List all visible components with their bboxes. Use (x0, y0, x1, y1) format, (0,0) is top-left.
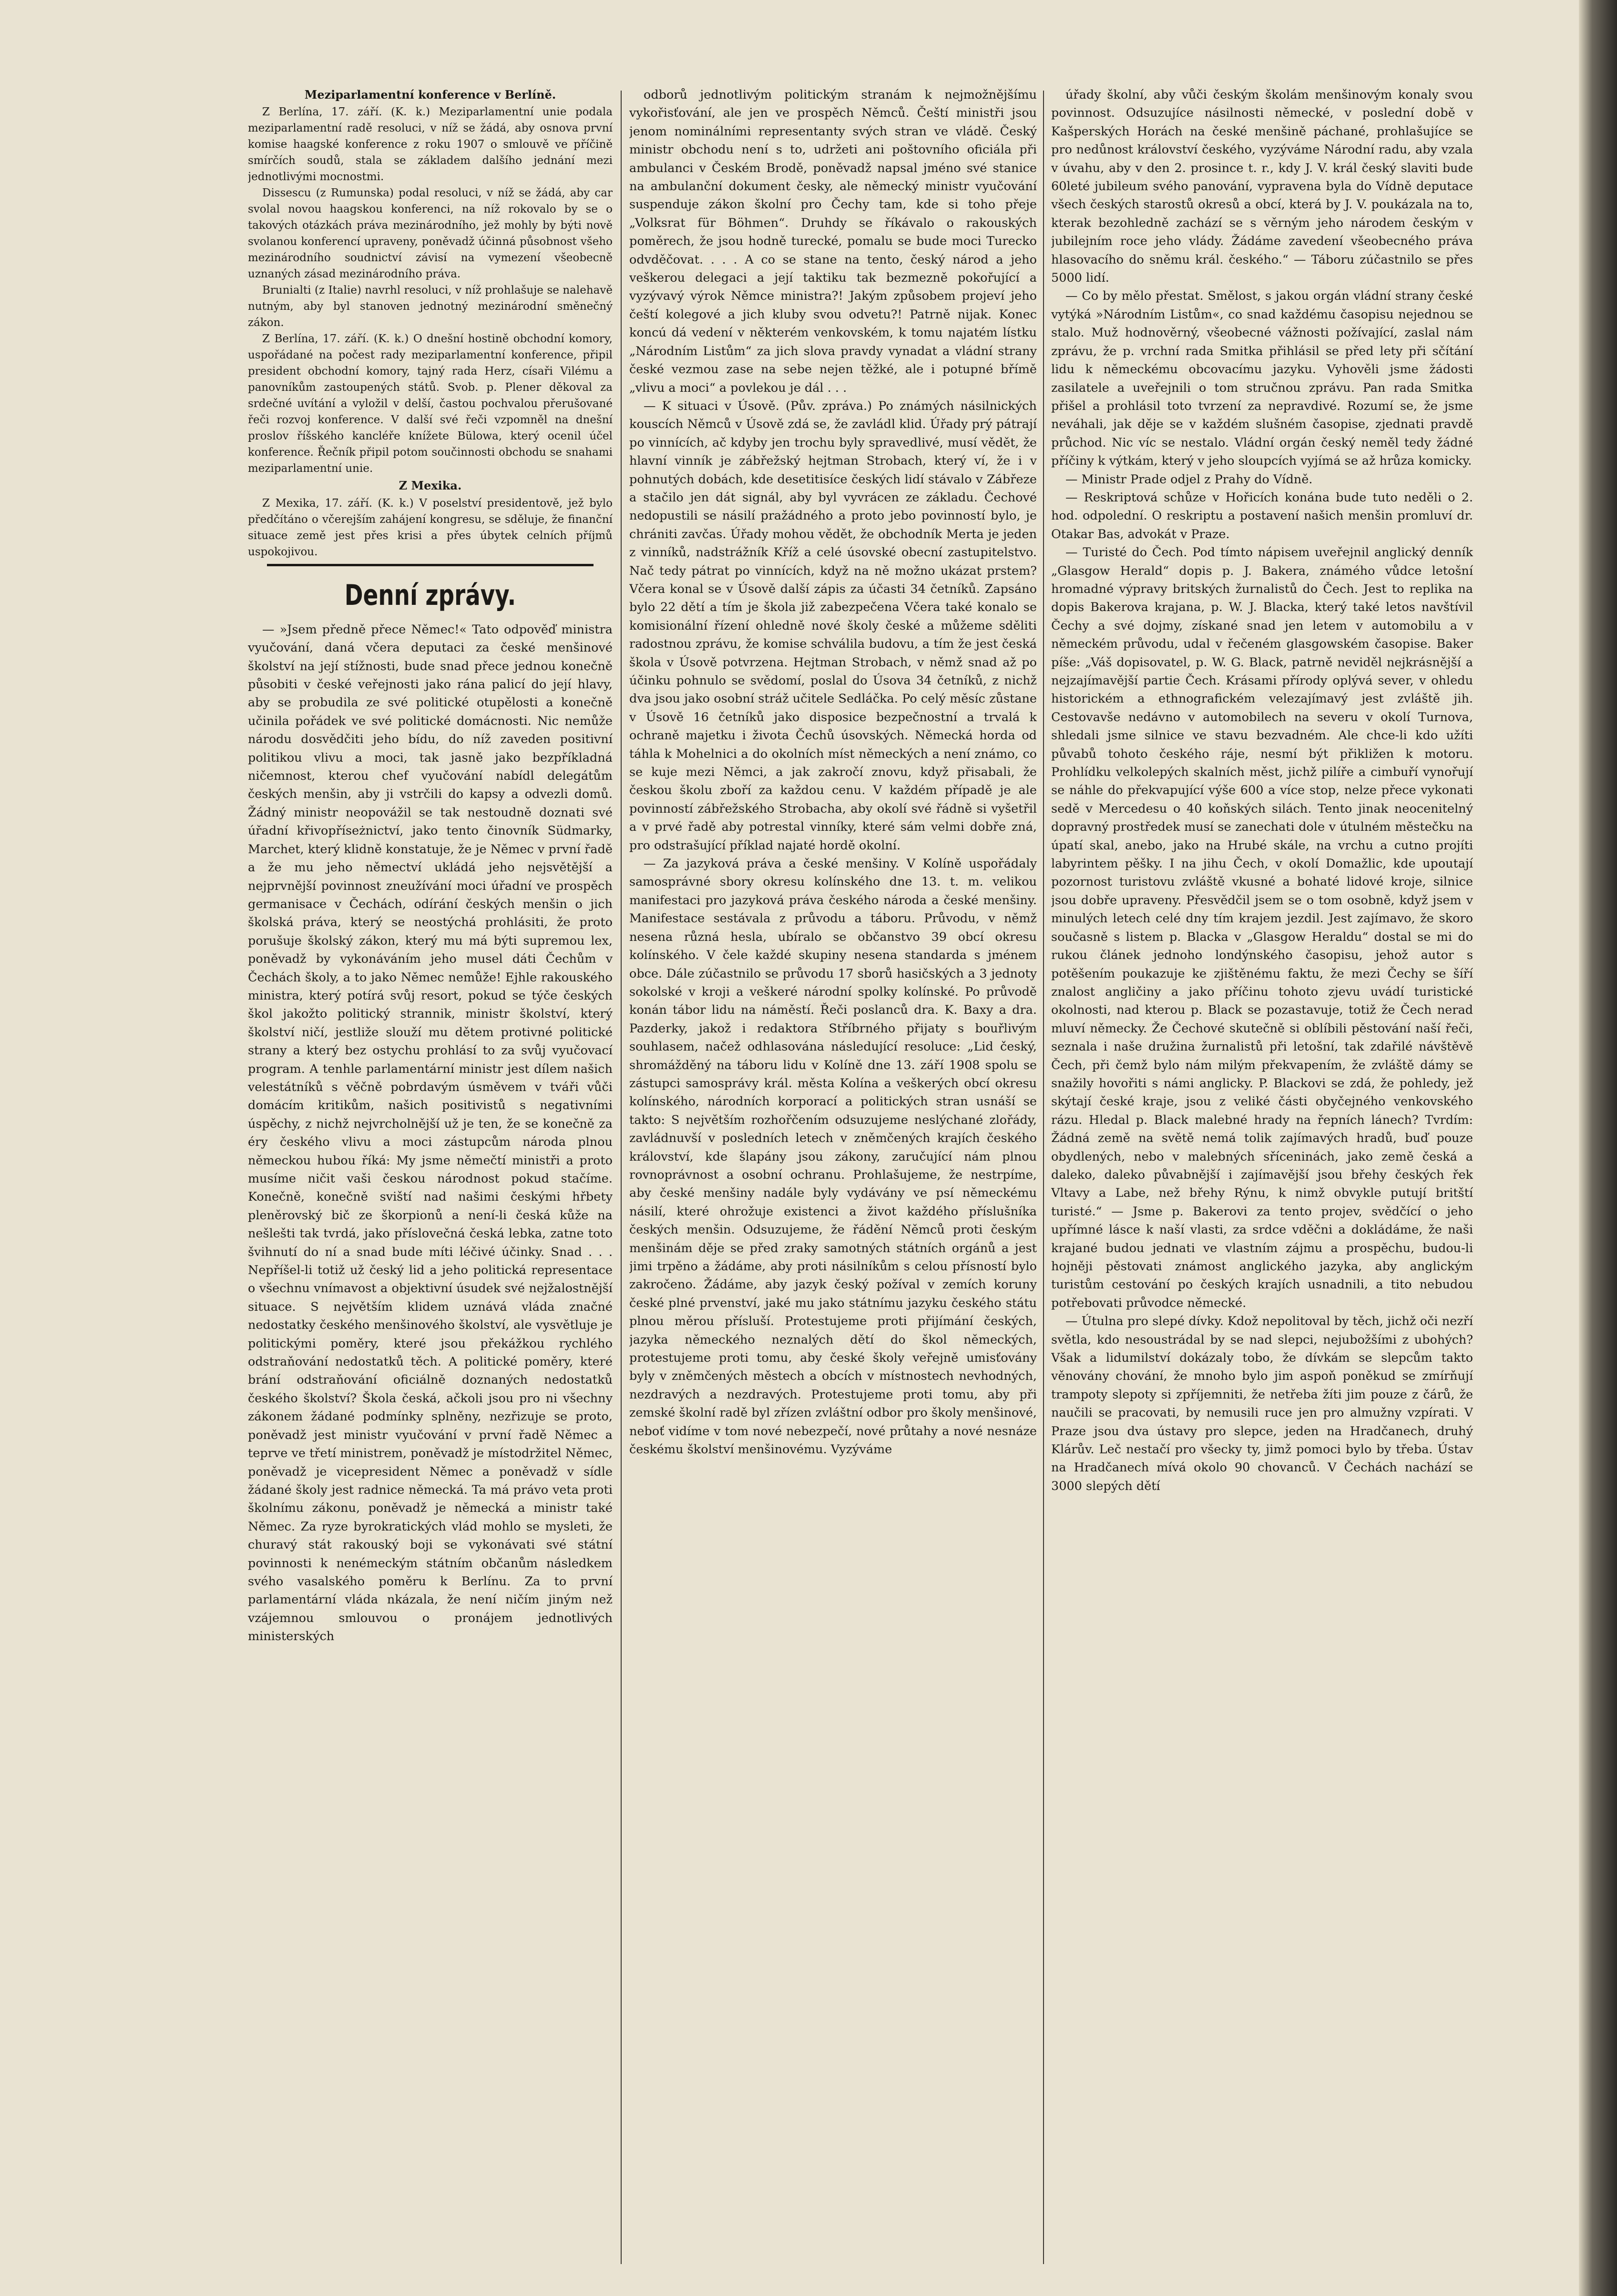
heading-mexiko: Z Mexika. (399, 479, 462, 493)
article-mexiko: Z Mexika, 17. září. (K. k.) V poselství presidentově, jež bylo předčítáno o včerejším zahájení kongresu, se sděluje, že finanční situace země jest přes krisi a přes úbytek celních příjmů uspokojivou. (248, 497, 613, 558)
article-berlin-4: Z Berlína, 17. září. (K. k.) O dnešní hostině obchodní komory, uspořádané na počest rady meziparlamentní konference, připil president obchodní komory, tajný rada Herz, císaři Vilému a panovníkům zastoupených států. Svob. p. Plener děkoval za srdečné uvítání a vyložil v delší, častou pochvalou přerušované řeči rozvoj konference. V další své řeči vzpomněl na dnešní proslov říšského kancléře knížete Bülowa, který ocenil účel konference. Řečník připil potom součinnosti obchodu se snahami meziparlamentní unie. (248, 333, 613, 475)
column-1 (248, 86, 613, 2278)
article-berlin-2: Dissescu (z Rumunska) podal resoluci, v níž se žádá, aby car svolal novou haagskou konferenci, na níž rokovalo by se o takových otázkách práva mezinárodního, jež mohly by býti nově svolanou konferencí upraveny, poněvadž účinná působnost všeho mezinárodního soudnictví závisí na vymezení všeobecně uznaných zásad mezinárodního práva. (248, 187, 613, 281)
column-2 (629, 86, 1037, 2278)
article-resoluce-continuation: úřady školní, aby vůči českým školám menšinovým konaly svou povinnost. Odsuzujíce násilnosti německé, v poslední době v Kašperských Horách na české menšině páchané, prohlašujíce se pro nedůnost království českého, vyzýváme Národní radu, aby vzala v úvahu, aby v den 2. prosince t. r., kdy J. V. král český slaviti bude 60leté jubileum svého panování, vypravena byla do Vídně deputace všech českých starostů okresů a obcí, která by J. V. poukázala na to, kterak bezohledně zachází se s věrným jeho národem českým v jubilejním roce jeho vlády. Žádáme zavedení všeobecného práva hlasovacího do sněmu král. českého.“ — Táboru zúčastnilo se přes 5000 lidí. (1051, 88, 1473, 286)
section-title: Denní zprávy. (344, 578, 516, 612)
column-rule-1 (621, 91, 622, 2264)
newspaper-page (248, 86, 1535, 2278)
article-ministr-prade: — Ministr Prade odjel z Prahy do Vídně. (1065, 472, 1313, 487)
article-jazykova-prava: — Za jazyková práva a české menšiny. V Kolíně uspořádaly samosprávné sbory okresu kolínského dne 13. t. m. velikou manifestaci pro jazyková práva českého národa a české menšiny. Manifestace sestávala z průvodu a táboru. Průvodu, v němž nesena různá hesla, ubíralo se občanstvo 39 obcí okresu kolínského. V čele každé skupiny nesena standarda s jménem obce. Dále zúčastnilo se průvodu 17 sborů hasičských a 3 jednoty sokolské v kroji a veškeré národní spolky kolínské. Po průvodě konán tábor lidu na náměstí. Řeči poslanců dra. K. Baxy a dra. Pazderky, jakož i redaktora Stříbrného přijaty s bouřlivým souhlasem, načež odhlasována následující resoluce: „Lid český, shromážděný na táboru lidu v Kolíně dne 13. září 1908 spolu se zástupci samosprávy král. města Kolína a veškerých obcí okresu kolínského, národních korporací a politických stran usnáší se takto: S největším rozhořčením odsuzujeme neslýchané zlořády, zavládnuvší v posledních letech v zněmčených krajích českého království, kde šlapány jsou zákony, zaručující nám plnou rovnoprávnost a osobní ochranu. Prohlašujeme, že nestrpíme, aby české menšiny nadále byly vydávány ve psí německému násilí, které ohrožuje existenci a život každého příslušníka českých menšin. Odsuzujeme, že řádění Němců proti českým menšinám děje se před zraky samotných státních orgánů a jest jimi trpěno a žádáme, aby proti násilníkům s celou přísností bylo zakročeno. Žádáme, aby jazyk český požíval v zemích koruny české plné prvenství, jaké mu jako státnímu jazyku českého státu plnou měrou přísluší. Protestujeme proti přijímání českých, jazyka německého neznalých dětí do škol německých, protestujeme proti tomu, aby české školy veřejně umisťovány byly v zněmčených městech a obcích v místnostech nevhodných, nezdravých a nezdravých. Protestujeme proti tomu, aby při zemské školní radě byl zřízen zvláštní odbor pro školy menšinové, neboť vidíme v tom nové nebezpečí, nové průtahy a nové nesnáze českému školství menšinovému. Vyzýváme (629, 857, 1037, 1457)
article-co-by-melo-prestat: — Co by mělo přestat. Smělost, s jakou orgán vládní strany české vytýká »Národním Listům«, co snad každému časopisu nejednou se stalo. Muž hodnověrný, všeobecné vážnosti požívající, zaslal nám zprávu, že p. vrchní rada Smitka přihlásil se před lety při sčítání lidu k německému obcovacímu jazyku. Vyhověli jsme žádosti zasilatele a uveřejnili o tom stručnou zprávu. Pan rada Smitka přišel a prohlásil toto tvrzení za nepravdivé. Rozumí se, že jsme neváhali, jak děje se v každém slušném časopise, zjednati pravdě průchod. Nic víc se nestalo. Vládní orgán český neměl tedy žádné příčiny k výtkám, který v jeho sloupcích vyjímá se až hrůza komicky. (1051, 289, 1473, 469)
column-3 (1051, 86, 1473, 2278)
column-rule-2 (1043, 91, 1044, 2264)
article-situace-usov: — K situaci v Úsově. (Pův. zpráva.) Po známých násilnických kouscích Němců v Úsově zdá se, že zavládl klid. Úřady prý pátrají po vinnících, ač kdyby jen trochu byly spravedlivé, musí vědět, že hlavní vinník je zábřežský hejtman Strobach, který ví, že i v pohnutých dobách, kde desetitisíce českých lidí stávalo v Zábřeze a stačilo jen dát signál, aby byl vyvrácen ze základu. Čechové nedopustili se násilí pražádného a proto jebo povinností bylo, je chrániti zavčas. Úřady mohou vědět, že obchodník Merta je jeden z vinníků, nadstrážník Kříž a celé úsovské obecní zastupitelstvo. Nač tedy pátrat po vinnících, když na ně možno ukázat prstem? Včera konal se v Úsově další zápis za účasti 34 četníků. Zapsáno bylo 22 dětí a tím je škola již zabezpečena Včera také konalo se komisionální řízení ohledně nové školy české a můžeme sděliti radostnou zprávu, že komise schválila budovu, a tím že jest česká škola v Úsově potvrzena. Hejtman Strobach, v němž snad až po účinku pohnulo se svědomí, poslal do Úsova 34 četníků, z nichž dva jsou jako osobní stráž učitele Sedláčka. Po celý měsíc zůstane v Úsově 16 četníků jako disposice bezpečnostní a trvalá k ochraně majetku i života Čechů úsovských. Německá horda od táhla k Mohelnici a do okolních míst německých a není známo, co se kuje mezi Němci, a jak zakročí znovu, když přisabali, že českou školu zboří za každou cenu. V každém případě je ale povinností zábřežského Strobacha, aby okolí své řádně si vyšetřil a v prvé řadě aby potrestal vinníky, které sám velmi dobře zná, pro odstrašující příklad najaté hordě okolní. (629, 398, 1037, 853)
article-continuation: odborů jednotlivým politickým stranám k nejmožnějšímu vykořisťování, ale jen ve prospěch Němců. Čeští ministři jsou jenom nominálními representanty svých stran ve vládě. Český ministr obchodu není s to, udržeti ani poštovního oficiála při ambulanci v Českém Brodě, poněvadž napsal jméno své stanice na ambulanční dokument česky, ale německý ministr vyučování suspenduje zákon školní pro Čechy tam, kde si toho přeje „Volksrat für Böhmen“. Druhdy se říkávalo o rakouských poměrech, že jsou hodně turecké, pomalu se bude moci Turecko odvděčovat. . . . A co se stane na tento, český národ a jeho veškerou delegaci a její taktiku tak bezmezně pokořující a vyzývavý výrok Němce ministra?! Jakým způsobem projeví jeho čeští kolegové a jich kluby svou odvetu?! Patrně nijak. Konec koncú dá vedení v některém venkovském, k tomu najatém lístku „Národním Listům“ za jich slova pravdy vynadat a vládní strany české vezmou zase na sebe nejen těžké, ale i potupné břímě „vlivu a moci“ a povlekou je dál . . . (629, 88, 1037, 395)
article-utulna-slepe-divky: — Útulna pro slepé dívky. Kdož nepolitoval by těch, jichž oči nezří světla, kdo nesoustrádal by se nad slepci, nejubožšími z ubohých? Však a lidumilství dokázaly tobo, že dívkám se slepcům takto věnovány chování, že mnoho bylo jim aspoň poněkud se zmírňují trampoty slepoty si zpříjemniti, že netřeba žíti jim pouze z čárů, že naučili se pracovati, by nemusili ruce jen pro almužny vzpírati. V Praze jsou dva ústavy pro slepce, jeden na Hradčanech, druhý Klárův. Leč nestačí pro všecky ty, jimž pomoci bylo by třeba. Ústav na Hradčanech mívá okolo 90 chovanců. V Čechách nachází se 3000 slepých dětí (1051, 1314, 1473, 1493)
page-edge-shadow (1579, 0, 1617, 2296)
article-reskriptova-schuze: — Reskriptová schůze v Hořicích konána bude tuto neděli o 2. hod. odpolední. O reskriptu a postavení našich menšin promluví dr. Otakar Bas, advokát v Praze. (1051, 490, 1473, 541)
article-turiste-do-cech: — Turisté do Čech. Pod tímto nápisem uveřejnil anglický denník „Glasgow Herald“ dopis p. J. Bakera, známého vůdce letošní hromadné výpravy britských žurnalistů do Čech. Jest to replika na dopis Bakerova krajana, p. W. J. Blacka, který také letos navštívil Čechy a své dojmy, získané snad jen letem v automobilu a v německém průvodu, udal v řečeném glasgowském časopise. Baker píše: „Váš dopisovatel, p. W. G. Black, patrně neviděl nejkrásnější a nejzajímavější partie Čech. Krásami přírody oplývá sever, v ohledu historickém a ethnografickém velezajímavý jest zvláště jih. Cestovavše nedávno v automobilech na severu v okolí Turnova, shledali jsme silnice ve stavu bezvadném. Ale chce-li kdo užíti půvabů tohoto českého ráje, nesmí být přikližen k motoru. Prohlídku velkolepých skalních měst, jichž pilíře a cimbuří vynořují se náhle do překvapující výše 600 a více stop, nelze přece vykonati sedě v Mercedesu o 40 koňských silách. Tento jinak neocenitelný dopravný prostředek musí se zanechati dole v útulném městečku na úpatí skal, anebo, jako na Hrubé skále, na vrchu a cutno projíti labyrintem pěšky. I na jihu Čech, v okolí Domažlic, kde upoutají pozornost turistovu zvláště vkusné a bohaté lidové kroje, silnice jsou dobře upraveny. Přesvědčil jsem se o tom osobně, když jsem v minulých letech celé dny tím krajem jezdil. Jest zajímavo, že skoro současně s listem p. Blacka v „Glasgow Heraldu“ dostal se mi do rukou článek jednoho londýnského časopisu, jehož autor s potěšením poukazuje ke zjištěnému faktu, že mezi Čechy se šíří znalost angličiny a jako příčinu tohoto zjevu uvádí turistické okolnosti, nad kterou p. Black se pozastavuje, totiž že Čech nerad mluví německy. Že Čechové skutečně si oblíbili pěstování naší řeči, seznala i naše družina žurnalistů při letošní, tak zdařilé návštěvě Čech, při čemž bylo nám milým překvapením, že zvláště dámy se snažily hovořiti s námi anglicky. P. Blackovi se zdá, že pohledy, jež skýtají české kraje, jsou z veliké části obyčejného venkovského rázu. Hledal p. Black malebné hrady na řepních lánech? Tvrdím: Žádná země na světě nemá tolik zajímavých hradů, buď pouze obydlených, nebo v malebných sříceninách, jako země česká a daleko, daleko půvabnější i zajímavější jsou břehy českých řek Vltavy a Labe, než břehy Rýnu, k nimž obvykle putují britští turisté.“ — Jsme p. Bakerovi za tento projev, svědčící o jeho upřímné lásce k naší vlasti, za srdce vděčni a dokládáme, že naši krajané budou jednati ve vlastním zájmu a prospěchu, budou-li hojněji pěstovati známost anglického jazyka, aby anglickým turistům cestování po českých krajích usnadnili, a tito nebudou potřebovati průvodce německé. (1051, 545, 1473, 1310)
article-jsem-predne-nemec: — »Jsem předně přece Němec!« Tato odpověď ministra vyučování, daná včera deputaci za české menšinové školství na její stížnosti, bude snad přece jednou konečně působiti v české veřejnosti jako rána palicí do její hlavy, aby se probudila ze své politické otupělosti a konečně učinila pořádek ve své politické domácnosti. Nic nemůže národu dosvědčiti jeho bídu, do níž zaveden positivní politikou vlivu a moci, tak jasně jako bezpříkladná ničemnost, kterou chef vyučování nabídl delegátům českých menšin, aby ji vstrčili do kapsy a odvezli domů. Žádný ministr neopovážil se tak nestoudně doznati své úřadní křivopříseżnictví, jako tento činovník Südmarky, Marchet, který klidně konstatuje, že je Němec v první řadě a že mu jeho němectví ukládá jeho nejsvětější a nejprvnější povinnost zneužívání moci úřadní ve prospěch germanisace v Čechách, odírání českých menšin o jich školská práva, který se neostýchá prohlásiti, že proto porušuje školský zákon, který mu má býti supremou lex, poněvadž by vykonáváním jeho musel dáti Čechům v Čechách školy, a to jako Němec nemůže! Ejhle rakouského ministra, který potírá svůj resort, pokud se týče českých škol jakožto politický strannik, ministr školství, který školství ničí, jestliže slouží mu dětem protivné politické strany a který bez ostychu prohlásí to za svůj vyučovací program. A tenhle parlamentární ministr jest dílem našich velestátníků s věčně pobrdavým úsměvem v tváři vůči domácím kritikům, našich positivistů s negativními úspěchy, z nichž nejvrcholnější už je ten, že se konečně za éry českého vlivu a moci zástupcům národa plnou německou hubou říká: My jsme němečtí ministři a proto musíme ničit vaši českou národnost pokud stačíme. Konečně, konečně sviští nad našimi českými hřbety pleněrovský bič ze škorpionů a není-li česká kůže na nešlešti tak tvrdá, jako příslovečná česká lebka, zatne toto švihnutí do ní a snad bude míti léčivé účinky. Snad . . . Nepříšel-li totiž už český lid a jeho politická representace o všechnu vnímavost a objektivní úsudek své nejžalostnější situace. S největším klidem uznává vláda značné nedostatky českého menšinového školství, ale vysvětluje je politickými poměry, které jsou překážkou rychlého odstraňování nedostatků těch. A politické poměry, které brání odstraňování oficiálně doznaných nedostatků českého školství? Škola česká, ačkoli jsou pro ni všechny zákonem žádané podmínky splněny, nezřizuje se proto, poněvadž jest ministr vyučování v první řadě Němec a teprve ve třetí ministrem, poněvadž je místodržitel Němec, poněvadž je vicepresident Němec a poněvadž v sídle žádané školy jest radnice německá. Ta má právo veta proti školnímu zákonu, poněvadž je německá a ministr také Němec. Za ryze byrokratických vlád mohlo se mysleti, že churavý stát rakouský boji se vykonávati své státní povinnosti k nenémeckým státním občanům následkem svého vasalského poměru k Berlínu. Za to první parlamentární vláda nkázala, že není ničím jiným než vzájemnou smlouvou o pronájem jednotlivých ministerských (248, 622, 613, 1644)
heading-berlin: Meziparlamentní konference v Berlíně. (304, 88, 556, 102)
section-divider (267, 564, 594, 566)
article-berlin-1: Z Berlína, 17. září. (K. k.) Meziparlamentní unie podala meziparlamentní radě resoluci, v níž se žádá, aby osnova první komise haagské konference z roku 1907 o smlouvě ve příčině smírčích soudů, stala se základem dalšího jednání mezi jednotlivými mocnostmi. (248, 106, 613, 184)
article-berlin-3: Brunialti (z Italie) navrhl resoluci, v níž prohlašuje se nalehavě nutným, aby byl stanoven jednotný mezinárodní směnečný zákon. (248, 284, 613, 329)
